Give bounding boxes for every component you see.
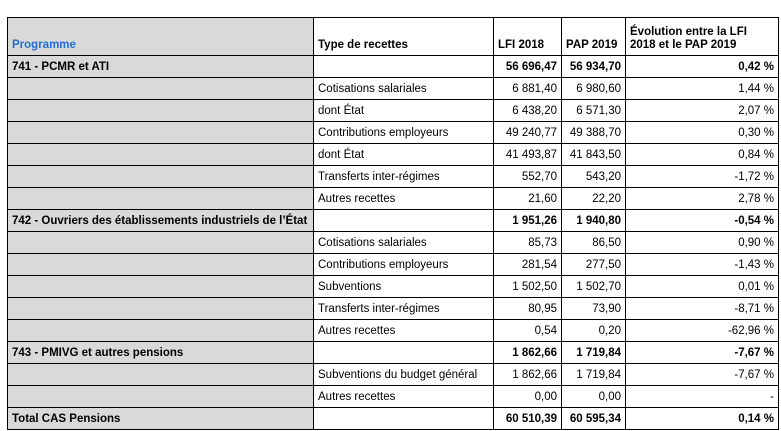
table-row bbox=[8, 144, 779, 166]
table-row bbox=[8, 386, 779, 408]
cell-lfi-2018: 6 881,40 bbox=[494, 78, 562, 100]
cell-type-de-recettes: Autres recettes bbox=[314, 188, 494, 210]
table-row bbox=[8, 100, 779, 122]
cell-type-de-recettes: Cotisations salariales bbox=[314, 78, 494, 100]
cell-evolution: 0,30 % bbox=[626, 122, 779, 144]
cell-lfi-2018: 41 493,87 bbox=[494, 144, 562, 166]
cell-evolution: - bbox=[626, 386, 779, 408]
cell-pap-2019: 6 980,60 bbox=[562, 78, 626, 100]
cell-type-de-recettes: Cotisations salariales bbox=[314, 232, 494, 254]
cell-programme bbox=[8, 144, 314, 166]
table-row bbox=[8, 298, 779, 320]
cell-type-de-recettes: Transferts inter-régimes bbox=[314, 166, 494, 188]
header-pap-2019: PAP 2019 bbox=[562, 18, 626, 56]
cell-type-de-recettes bbox=[314, 56, 494, 78]
cell-programme: 741 - PCMR et ATI bbox=[8, 56, 314, 78]
cell-lfi-2018: 21,60 bbox=[494, 188, 562, 210]
table-row bbox=[8, 364, 779, 386]
cell-type-de-recettes bbox=[314, 408, 494, 430]
summary-row bbox=[8, 408, 779, 430]
cell-pap-2019: 22,20 bbox=[562, 188, 626, 210]
cell-programme bbox=[8, 78, 314, 100]
cell-type-de-recettes: Transferts inter-régimes bbox=[314, 298, 494, 320]
table-body bbox=[8, 56, 779, 430]
cell-type-de-recettes bbox=[314, 210, 494, 232]
cell-evolution: -1,72 % bbox=[626, 166, 779, 188]
table-row bbox=[8, 122, 779, 144]
cell-lfi-2018: 49 240,77 bbox=[494, 122, 562, 144]
cell-evolution: 0,42 % bbox=[626, 56, 779, 78]
cell-programme bbox=[8, 188, 314, 210]
cell-lfi-2018: 552,70 bbox=[494, 166, 562, 188]
cell-evolution: -8,71 % bbox=[626, 298, 779, 320]
cell-evolution: -1,43 % bbox=[626, 254, 779, 276]
table-row bbox=[8, 320, 779, 342]
cell-programme bbox=[8, 320, 314, 342]
table-row bbox=[8, 276, 779, 298]
cell-pap-2019: 1 719,84 bbox=[562, 342, 626, 364]
cell-programme bbox=[8, 254, 314, 276]
cell-lfi-2018: 80,95 bbox=[494, 298, 562, 320]
header-row bbox=[8, 18, 779, 56]
cell-pap-2019: 1 502,70 bbox=[562, 276, 626, 298]
cell-type-de-recettes: Contributions employeurs bbox=[314, 254, 494, 276]
cell-programme bbox=[8, 232, 314, 254]
cell-lfi-2018: 0,00 bbox=[494, 386, 562, 408]
cell-programme: Total CAS Pensions bbox=[8, 408, 314, 430]
cell-type-de-recettes: dont État bbox=[314, 144, 494, 166]
cell-type-de-recettes bbox=[314, 342, 494, 364]
cell-pap-2019: 73,90 bbox=[562, 298, 626, 320]
cell-pap-2019: 0,20 bbox=[562, 320, 626, 342]
cell-lfi-2018: 1 862,66 bbox=[494, 342, 562, 364]
cell-pap-2019: 1 719,84 bbox=[562, 364, 626, 386]
cell-evolution: 0,01 % bbox=[626, 276, 779, 298]
cell-lfi-2018: 6 438,20 bbox=[494, 100, 562, 122]
cell-programme bbox=[8, 364, 314, 386]
table-row bbox=[8, 188, 779, 210]
table-row bbox=[8, 166, 779, 188]
cell-evolution: -7,67 % bbox=[626, 342, 779, 364]
cell-lfi-2018: 85,73 bbox=[494, 232, 562, 254]
cell-lfi-2018: 1 502,50 bbox=[494, 276, 562, 298]
cell-evolution: 2,78 % bbox=[626, 188, 779, 210]
cell-type-de-recettes: dont État bbox=[314, 100, 494, 122]
cell-pap-2019: 60 595,34 bbox=[562, 408, 626, 430]
cell-pap-2019: 543,20 bbox=[562, 166, 626, 188]
table-row bbox=[8, 254, 779, 276]
cell-lfi-2018: 281,54 bbox=[494, 254, 562, 276]
cell-lfi-2018: 0,54 bbox=[494, 320, 562, 342]
cell-lfi-2018: 1 951,26 bbox=[494, 210, 562, 232]
cell-programme bbox=[8, 386, 314, 408]
cell-evolution: 0,14 % bbox=[626, 408, 779, 430]
cell-pap-2019: 0,00 bbox=[562, 386, 626, 408]
cell-pap-2019: 1 940,80 bbox=[562, 210, 626, 232]
header-evolution: Évolution entre la LFI 2018 et le PAP 2019 bbox=[626, 18, 779, 56]
cell-pap-2019: 277,50 bbox=[562, 254, 626, 276]
summary-row bbox=[8, 210, 779, 232]
summary-row bbox=[8, 56, 779, 78]
cell-pap-2019: 86,50 bbox=[562, 232, 626, 254]
cell-type-de-recettes: Subventions bbox=[314, 276, 494, 298]
cell-lfi-2018: 56 696,47 bbox=[494, 56, 562, 78]
cell-pap-2019: 49 388,70 bbox=[562, 122, 626, 144]
table-row bbox=[8, 78, 779, 100]
cell-evolution: 1,44 % bbox=[626, 78, 779, 100]
cell-programme bbox=[8, 122, 314, 144]
cell-lfi-2018: 1 862,66 bbox=[494, 364, 562, 386]
cell-programme bbox=[8, 100, 314, 122]
cell-type-de-recettes: Autres recettes bbox=[314, 386, 494, 408]
cell-programme bbox=[8, 276, 314, 298]
cell-evolution: -62,96 % bbox=[626, 320, 779, 342]
header-type-de-recettes: Type de recettes bbox=[314, 18, 494, 56]
header-programme: Programme bbox=[8, 18, 314, 56]
cell-evolution: 0,90 % bbox=[626, 232, 779, 254]
cell-pap-2019: 56 934,70 bbox=[562, 56, 626, 78]
summary-row bbox=[8, 342, 779, 364]
cell-pap-2019: 6 571,30 bbox=[562, 100, 626, 122]
cell-programme bbox=[8, 298, 314, 320]
recettes-table bbox=[7, 17, 779, 430]
cell-evolution: 0,84 % bbox=[626, 144, 779, 166]
cell-type-de-recettes: Subventions du budget général bbox=[314, 364, 494, 386]
cell-programme: 743 - PMIVG et autres pensions bbox=[8, 342, 314, 364]
cell-type-de-recettes: Autres recettes bbox=[314, 320, 494, 342]
table-row bbox=[8, 232, 779, 254]
cell-type-de-recettes: Contributions employeurs bbox=[314, 122, 494, 144]
cell-programme bbox=[8, 166, 314, 188]
cell-evolution: -0,54 % bbox=[626, 210, 779, 232]
header-lfi-2018: LFI 2018 bbox=[494, 18, 562, 56]
cell-pap-2019: 41 843,50 bbox=[562, 144, 626, 166]
cell-evolution: -7,67 % bbox=[626, 364, 779, 386]
cell-evolution: 2,07 % bbox=[626, 100, 779, 122]
cell-programme: 742 - Ouvriers des établissements industriels de l’État bbox=[8, 210, 314, 232]
cell-lfi-2018: 60 510,39 bbox=[494, 408, 562, 430]
